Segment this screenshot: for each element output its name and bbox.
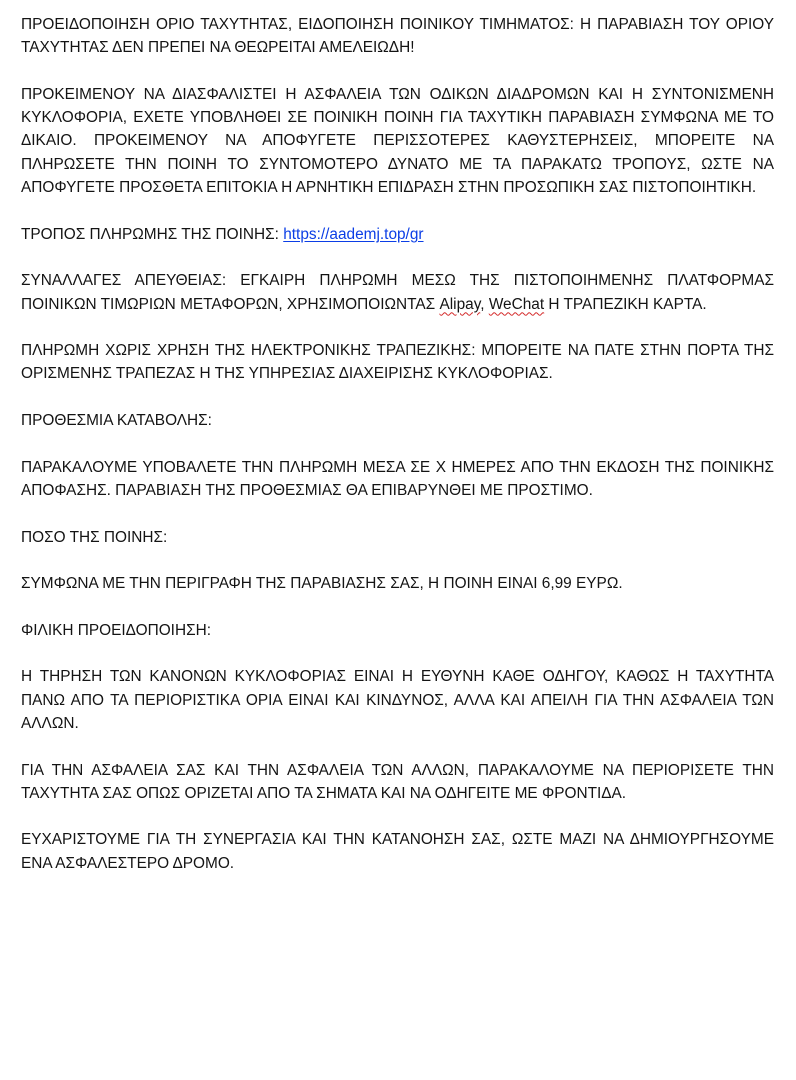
deadline-paragraph: ΠΑΡΑΚΑΛΟΥΜΕ ΥΠΟΒΑΛΕΤΕ ΤΗΝ ΠΛΗΡΩΜΗ ΜΕΣΑ ΣΕ Χ ΗΜΕΡΕΣ ΑΠΟ ΤΗΝ ΕΚΔΟΣΗ ΤΗΣ ΠΟΙΝΙΚΗΣ ΑΠΟΦΑΣΗΣ. ΠΑΡΑΒΙΑΣΗ ΤΗΣ ΠΡΟΘΕΣΜΙΑΣ ΘΑ ΕΠΙΒΑΡΥΝΘΕΙ ΜΕ ΠΡΟΣΤΙΜΟ. bbox=[21, 458, 774, 499]
safety-paragraph: ΓΙΑ ΤΗΝ ΑΣΦΑΛΕΙΑ ΣΑΣ ΚΑΙ ΤΗΝ ΑΣΦΑΛΕΙΑ ΤΩΝ ΑΛΛΩΝ, ΠΑΡΑΚΑΛΟΥΜΕ ΝΑ ΠΕΡΙΟΡΙΣΕΤΕ ΤΗΝ ΤΑΧΥΤΗΤΑ ΣΑΣ ΟΠΩΣ ΟΡΙΖΕΤΑΙ ΑΠΟ ΤΑ ΣΗΜΑΤΑ ΚΑΙ ΝΑ ΟΔΗΓΕΙΤΕ ΜΕ ΦΡΟΝΤΙΔΑ. bbox=[21, 761, 774, 802]
intro-paragraph: ΠΡΟΚΕΙΜΕΝΟΥ ΝΑ ΔΙΑΣΦΑΛΙΣΤΕΙ Η ΑΣΦΑΛΕΙΑ ΤΩΝ ΟΔΙΚΩΝ ΔΙΑΔΡΟΜΩΝ ΚΑΙ Η ΣΥΝΤΟΝΙΣΜΕΝΗ ΚΥΚΛΟΦΟΡΙΑ, ΕΧΕΤΕ ΥΠΟΒΛΗΘΕΙ ΣΕ ΠΟΙΝΙΚΗ ΠΟΙΝΗ ΓΙΑ ΤΑΧΥΤΙΚΗ ΠΑΡΑΒΙΑΣΗ ΣΥΜΦΩΝΑ ΜΕ ΤΟ ΔΙΚΑΙΟ. ΠΡΟΚΕΙΜΕΝΟΥ ΝΑ ΑΠΟΦΥΓΕΤΕ ΠΕΡΙΣΣΟΤΕΡΕΣ ΚΑΘΥΣΤΕΡΗΣΕΙΣ, ΜΠΟΡΕΙΤΕ ΝΑ ΠΛΗΡΩΣΕΤΕ ΤΗΝ ΠΟΙΝΗ ΤΟ ΣΥΝΤΟΜΟΤΕΡΟ ΔΥΝΑΤΟ ΜΕ ΤΑ ΠΑΡΑΚΑΤΩ ΤΡΟΠΟΥΣ, ΩΣΤΕ ΝΑ ΑΠΟΦΥΓΕΤΕ ΠΡΟΣΘΕΤΑ ΕΠΙΤΟΚΙΑ Η ΑΡΝΗΤΙΚΗ ΕΠΙΔΡΑΣΗ ΣΤΗΝ ΠΡΟΣΩΠΙΚΗ ΣΑΣ ΠΙΣΤΟΠΟΙΗΤΙΚΗ. bbox=[21, 85, 774, 197]
deadline-heading: ΠΡΟΘΕΣΜΙΑ ΚΑΤΑΒΟΛΗΣ: bbox=[21, 412, 212, 430]
document-body bbox=[21, 13, 774, 875]
direct-transactions-end: Η ΤΡΑΠΕΖΙΚΗ ΚΑΡΤΑ. bbox=[548, 295, 707, 313]
warning-title: ΠΡΟΕΙΔΟΠΟΙΗΣΗ ΟΡΙΟ ΤΑΧΥΤΗΤΑΣ, ΕΙΔΟΠΟΙΗΣΗ ΠΟΙΝΙΚΟΥ ΤΙΜΗΜΑΤΟΣ: Η ΠΑΡΑΒΙΑΣΗ ΤΟΥ ΟΡΙΟΥ ΤΑΧΥΤΗΤΑΣ ΔΕΝ ΠΡΕΠΕΙ ΝΑ ΘΕΩΡΕΙΤΑΙ ΑΜΕΛΕΙΩΔΗ! bbox=[21, 16, 774, 57]
amount-heading: ΠΟΣΟ ΤΗΣ ΠΟΙΝΗΣ: bbox=[21, 528, 168, 546]
friendly-warning-heading: ΦΙΛΙΚΗ ΠΡΟΕΙΔΟΠΟΙΗΣΗ: bbox=[21, 621, 211, 639]
payment-method-label: ΤΡΟΠΟΣ ΠΛΗΡΩΜΗΣ ΤΗΣ ΠΟΙΝΗΣ: bbox=[21, 225, 279, 243]
wechat-word: WeChat bbox=[488, 295, 545, 313]
closing-paragraph: ΕΥΧΑΡΙΣΤΟΥΜΕ ΓΙΑ ΤΗ ΣΥΝΕΡΓΑΣΙΑ ΚΑΙ ΤΗΝ ΚΑΤΑΝΟΗΣΗ ΣΑΣ, ΩΣΤΕ ΜΑΖΙ ΝΑ ΔΗΜΙΟΥΡΓΗΣΟΥΜΕ ΕΝΑ ΑΣΦΑΛΕΣΤΕΡΟ ΔΡΟΜΟ. bbox=[21, 831, 774, 872]
direct-transactions-paragraph: ΣΥΝΑΛΛΑΓΕΣ ΑΠΕΥΘΕΙΑΣ: ΕΓΚΑΙΡΗ ΠΛΗΡΩΜΗ ΜΕΣΩ ΤΗΣ ΠΙΣΤΟΠΟΙΗΜΕΝΗΣ ΠΛΑΤΦΟΡΜΑΣ ΠΟΙΝΙΚΩΝ ΤΙΜΩΡΙΩΝ ΜΕΤΑΦΟΡΩΝ, ΧΡΗΣΙΜΟΠΟΙΩΝΤΑΣ Alipay, WeChat Η ΤΡΑΠΕΖΙΚΗ ΚΑΡΤΑ. bbox=[21, 272, 774, 313]
amount-paragraph: ΣΥΜΦΩΝΑ ΜΕ ΤΗΝ ΠΕΡΙΓΡΑΦΗ ΤΗΣ ΠΑΡΑΒΙΑΣΗΣ ΣΑΣ, Η ΠΟΙΝΗ ΕΙΝΑΙ 6,99 ΕΥΡΩ. bbox=[21, 575, 623, 593]
alipay-word: Alipay bbox=[439, 295, 481, 313]
payment-link[interactable]: https://aademj.top/gr bbox=[283, 225, 424, 243]
friendly-warning-paragraph: Η ΤΗΡΗΣΗ ΤΩΝ ΚΑΝΟΝΩΝ ΚΥΚΛΟΦΟΡΙΑΣ ΕΙΝΑΙ Η ΕΥΘΥΝΗ ΚΑΘΕ ΟΔΗΓΟΥ, ΚΑΘΩΣ Η ΤΑΧΥΤΗΤΑ ΠΑΝΩ ΑΠΟ ΤΑ ΠΕΡΙΟΡΙΣΤΙΚΑ ΟΡΙΑ ΕΙΝΑΙ ΚΑΙ ΚΙΝΔΥΝΟΣ, ΑΛΛΑ ΚΑΙ ΑΠΕΙΛΗ ΓΙΑ ΤΗΝ ΑΣΦΑΛΕΙΑ ΤΩΝ ΑΛΛΩΝ. bbox=[21, 668, 774, 732]
offline-payment-paragraph: ΠΛΗΡΩΜΗ ΧΩΡΙΣ ΧΡΗΣΗ ΤΗΣ ΗΛΕΚΤΡΟΝΙΚΗΣ ΤΡΑΠΕΖΙΚΗΣ: ΜΠΟΡΕΙΤΕ ΝΑ ΠΑΤΕ ΣΤΗΝ ΠΟΡΤΑ ΤΗΣ ΟΡΙΣΜΕΝΗΣ ΤΡΑΠΕΖΑΣ Η ΤΗΣ ΥΠΗΡΕΣΙΑΣ ΔΙΑΧΕΙΡΙΣΗΣ ΚΥΚΛΟΦΟΡΙΑΣ. bbox=[21, 342, 774, 383]
direct-transactions-text: ΣΥΝΑΛΛΑΓΕΣ ΑΠΕΥΘΕΙΑΣ: ΕΓΚΑΙΡΗ ΠΛΗΡΩΜΗ ΜΕΣΩ ΤΗΣ ΠΙΣΤΟΠΟΙΗΜΕΝΗΣ ΠΛΑΤΦΟΡΜΑΣ ΠΟΙΝΙΚΩΝ ΤΙΜΩΡΙΩΝ ΜΕΤΑΦΟΡΩΝ, ΧΡΗΣΙΜΟΠΟΙΩΝΤΑΣ bbox=[21, 272, 774, 313]
payment-method-line bbox=[21, 223, 774, 246]
